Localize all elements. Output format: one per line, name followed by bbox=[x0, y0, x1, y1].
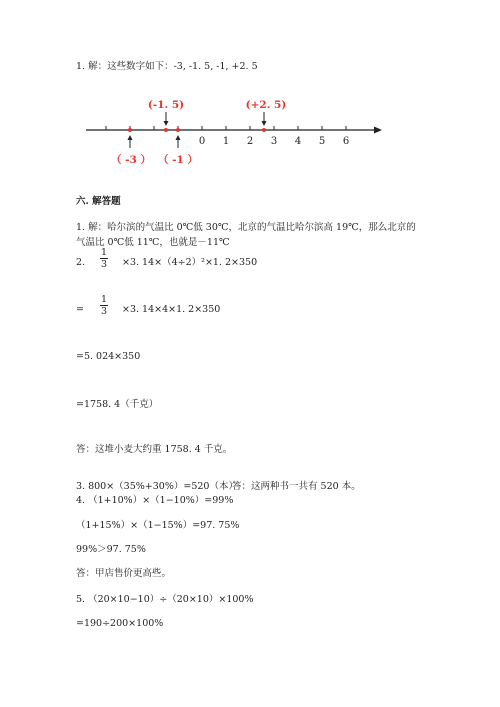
label-neg3: （ -3 ） bbox=[111, 154, 151, 166]
label-pos2-5: (+2. 5) bbox=[245, 99, 287, 111]
answer2-eq1-prefix: = bbox=[76, 304, 84, 315]
answer1-line2: 气温比 0℃低 11℃，也就是－11℃ bbox=[76, 237, 230, 248]
answer1-line1: 1. 解：哈尔滨的气温比 0℃低 30℃，北京的气温比哈尔滨高 19℃，那么北京的 bbox=[76, 222, 416, 233]
tick-label-6: 6 bbox=[342, 136, 350, 147]
label-neg1: （ -1 ） bbox=[158, 154, 198, 166]
answer2-conclusion: 答：这堆小麦大约重 1758. 4 千克。 bbox=[76, 444, 233, 455]
answer4-line1: 4. （1+10%）×（1−10%）=99% bbox=[76, 495, 234, 506]
number-line-diagram bbox=[0, 90, 500, 180]
answer4-line3: 99%＞97. 75% bbox=[76, 544, 146, 555]
point-neg1 bbox=[176, 128, 180, 132]
tick-label-4: 4 bbox=[294, 136, 302, 147]
q1-answer-line: 1. 解：这些数字如下：-3, -1. 5, -1, +2. 5 bbox=[76, 61, 258, 72]
answer2-eq2: =5. 024×350 bbox=[76, 351, 141, 362]
point-pos2-5 bbox=[262, 128, 266, 132]
answer2-expression: ×3. 14×（4÷2）²×1. 2×350 bbox=[122, 257, 258, 268]
tick-label-2: 2 bbox=[246, 136, 254, 147]
answer5-line1: 5. （20×10−10）÷（20×10）×100% bbox=[76, 594, 254, 605]
answer2-prefix: 2. bbox=[76, 257, 86, 268]
tick-label-1: 1 bbox=[222, 136, 230, 147]
number-line-ticks bbox=[106, 126, 349, 147]
answer2-fraction: 1 3 bbox=[100, 247, 108, 270]
label-neg1-5: (-1. 5) bbox=[147, 99, 185, 111]
answer4-conclusion: 答：甲店售价更高些。 bbox=[76, 568, 172, 579]
tick-label-3: 3 bbox=[270, 136, 278, 147]
point-neg3 bbox=[128, 128, 132, 132]
answer2-eq1-expression: ×3. 14×4×1. 2×350 bbox=[122, 304, 221, 315]
answer2-eq1-fraction: 1 3 bbox=[100, 294, 108, 317]
tick-label-5: 5 bbox=[318, 136, 326, 147]
number-line-arrowhead bbox=[374, 127, 382, 134]
point-neg1-5 bbox=[164, 128, 168, 132]
tick-label-0: 0 bbox=[198, 136, 206, 147]
answer3-conclusion: 答：这两种书一共有 520 本。 bbox=[232, 481, 361, 492]
answer2-eq3: =1758. 4（千克） bbox=[76, 399, 159, 410]
answer3-calculation: 3. 800×（35%+30%）=520（本） bbox=[76, 481, 238, 492]
answer4-line2: （1+15%）×（1−15%）=97. 75% bbox=[76, 520, 240, 531]
section-title: 六. 解答题 bbox=[76, 196, 121, 207]
answer5-line2: =190÷200×100% bbox=[76, 618, 164, 629]
